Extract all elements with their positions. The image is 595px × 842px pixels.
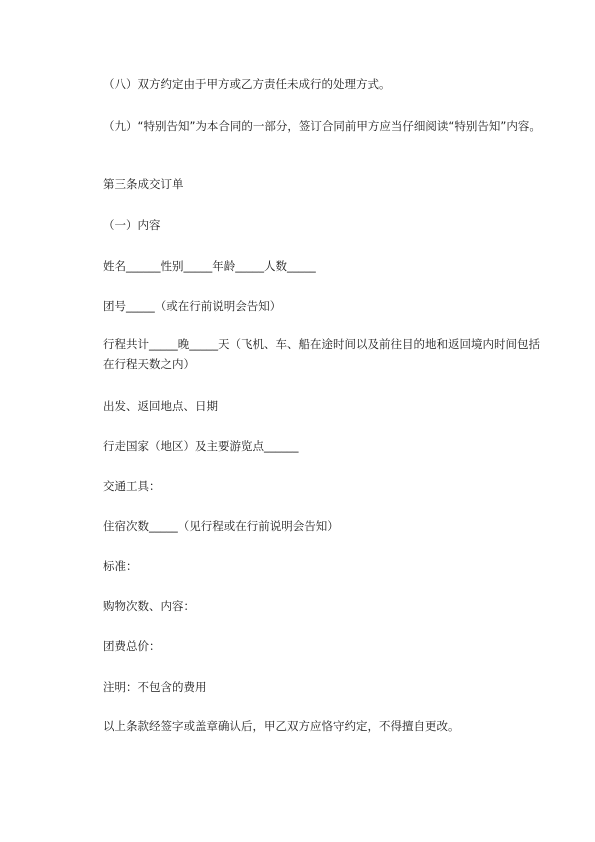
traveler-info-line: 姓名______性别_____年龄_____人数_____ [103, 259, 316, 273]
excluded-fees-line: 注明：不包含的费用 [103, 680, 207, 694]
transport-line: 交通工具： [103, 479, 161, 493]
section-1-heading: （一）内容 [103, 218, 161, 232]
shopping-line: 购物次数、内容： [103, 599, 195, 613]
clause-9-paragraph: （九）“特别告知”为本合同的一部分，签订合同前甲方应当仔细阅读“特别告知”内容。 [103, 119, 541, 133]
standard-line: 标准： [103, 559, 138, 573]
departure-return-line: 出发、返回地点、日期 [103, 399, 218, 413]
destinations-line: 行走国家（地区）及主要游览点______ [103, 439, 299, 453]
clause-8-paragraph: （八）双方约定由于甲方或乙方责任未成行的处理方式。 [103, 77, 391, 91]
group-number-line: 团号_____（或在行前说明会告知） [103, 299, 282, 313]
itinerary-duration-paragraph: 行程共计_____晚_____天（飞机、车、船在途时间以及前往目的地和返回境内时间包括在行程天数之内） [103, 337, 540, 371]
total-fee-line: 团费总价： [103, 639, 161, 653]
article-3-heading: 第三条成交订单 [103, 177, 184, 191]
accommodation-line: 住宿次数_____（见行程或在行前说明会告知） [103, 519, 339, 533]
confirmation-paragraph: 以上条款经签字或盖章确认后，甲乙双方应恪守约定，不得擅自更改。 [103, 719, 460, 733]
